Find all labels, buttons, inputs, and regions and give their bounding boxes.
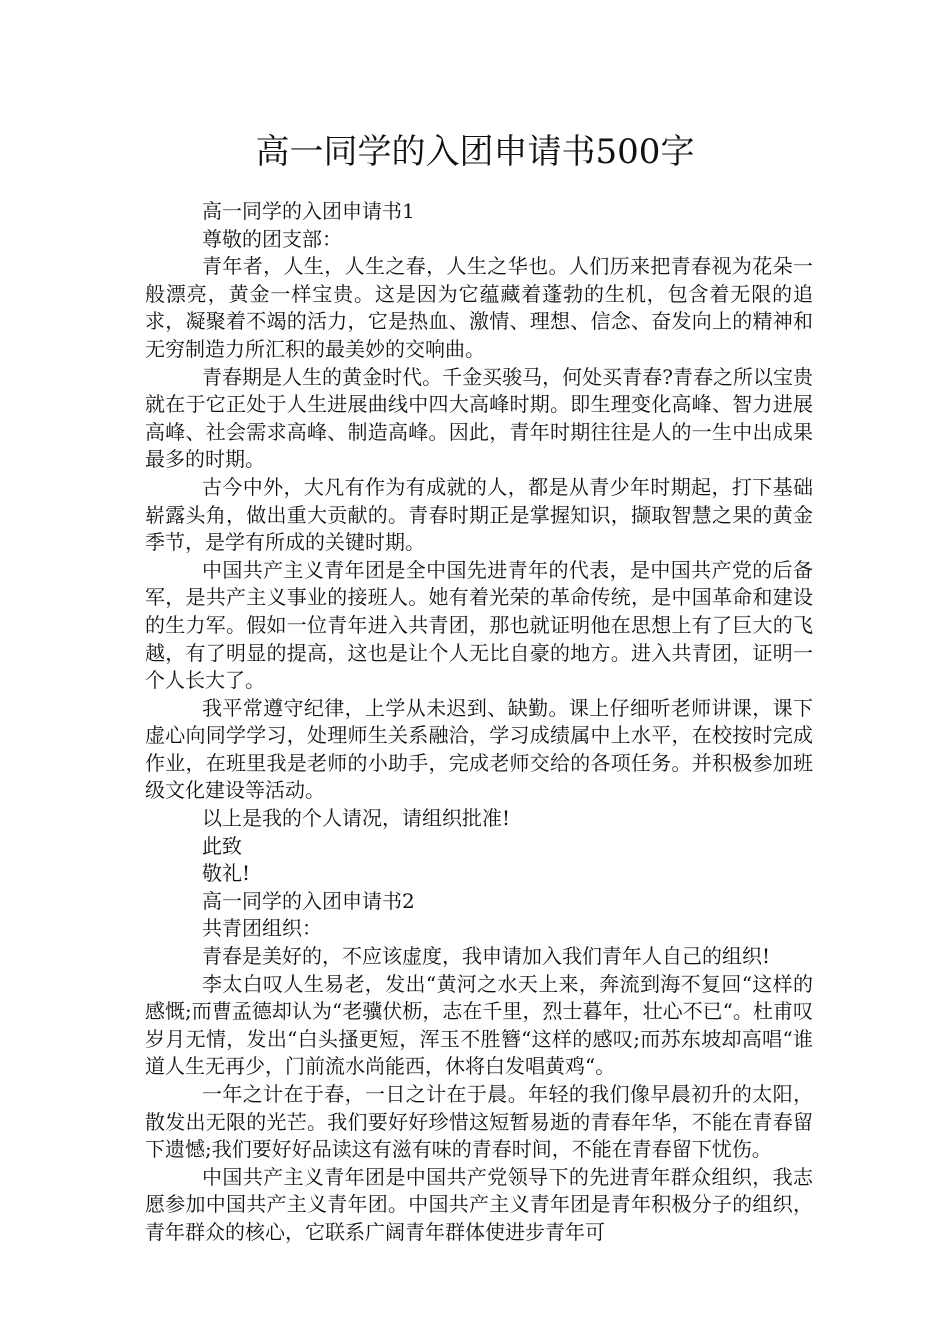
letter2-paragraph: 一年之计在于春，一日之计在于晨。年轻的我们像早晨初升的太阳，散发出无限的光芒。我们要好好珍惜这短暂易逝的青春年华，不能在青春留下遗憾;我们要好好品读这有滋有味的青春时间，不能在青春留下忧伤。 bbox=[145, 1082, 813, 1162]
letter1-paragraph: 古今中外，大凡有作为有成就的人，都是从青少年时期起，打下基础崭露头角，做出重大贡献的。青春时期正是掌握知识，撷取智慧之果的黄金季节，是学有所成的关键时期。 bbox=[145, 474, 813, 555]
letter2-paragraph: 青春是美好的，不应该虚度，我申请加入我们青年人自己的组织! bbox=[202, 944, 771, 969]
document-body bbox=[145, 198, 813, 1247]
letter2-heading: 高一同学的入团申请书2 bbox=[202, 888, 415, 913]
letter2-salutation: 共青团组织： bbox=[202, 916, 322, 941]
letter1-regards: 敬礼! bbox=[202, 861, 251, 886]
letter1-paragraph: 我平常遵守纪律，上学从未迟到、缺勤。课上仔细听老师讲课，课下虚心向同学学习，处理师生关系融洽，学习成绩属中上水平，在校按时完成作业，在班里我是老师的小助手，完成老师交给的各项任务。并积极参加班级文化建设等活动。 bbox=[145, 695, 813, 803]
letter1-paragraph: 青春期是人生的黄金时代。千金买骏马，何处买青春?青春之所以宝贵就在于它正处于人生进展曲线中四大高峰时期。即生理变化高峰、智力进展高峰、社会需求高峰、制造高峰。因此，青年时期往往是人的一生中出成果最多的时期。 bbox=[145, 364, 813, 472]
letter1-heading: 高一同学的入团申请书1 bbox=[202, 199, 415, 223]
document-title: 高一同学的入团申请书500字 bbox=[255, 132, 695, 172]
letter1-paragraph: 中国共产主义青年团是全中国先进青年的代表，是中国共产党的后备军，是共产主义事业的接班人。她有着光荣的革命传统，是中国革命和建设的生力军。假如一位青年进入共青团，那也就证明他在思想上有了巨大的飞越，有了明显的提高，这也是让个人无比自豪的地方。进入共青团，证明一个人长大了。 bbox=[145, 557, 813, 693]
letter1-salutation: 尊敬的团支部： bbox=[202, 226, 342, 251]
letter1-paragraph: 青年者，人生，人生之春，人生之华也。人们历来把青春视为花朵一般漂亮，黄金一样宝贵。这是因为它蕴藏着蓬勃的生机，包含着无限的追求，凝聚着不竭的活力，它是热血、激情、理想、信念、奋发向上的精神和无穷制造力所汇积的最美妙的交响曲。 bbox=[145, 254, 813, 361]
letter1-paragraph: 以上是我的个人请况，请组织批准! bbox=[202, 806, 511, 831]
letter1-closing: 此致 bbox=[202, 833, 242, 858]
letter2-paragraph: 中国共产主义青年团是中国共产党领导下的先进青年群众组织，我志愿参加中国共产主义青年团。中国共产主义青年团是青年积极分子的组织，青年群众的核心，它联系广阔青年群体使进步青年可 bbox=[145, 1164, 813, 1244]
letter2-paragraph: 李太白叹人生易老，发出“黄河之水天上来，奔流到海不复回“这样的感慨;而曹孟德却认为“老骥伏枥，志在千里，烈士暮年，壮心不已“。杜甫叹岁月无情，发出“白头搔更短，浑玉不胜簪“这样的感叹;而苏东坡却高唱“谁道人生无再少，门前流水尚能西，休将白发唱黄鸡“。 bbox=[145, 971, 813, 1079]
